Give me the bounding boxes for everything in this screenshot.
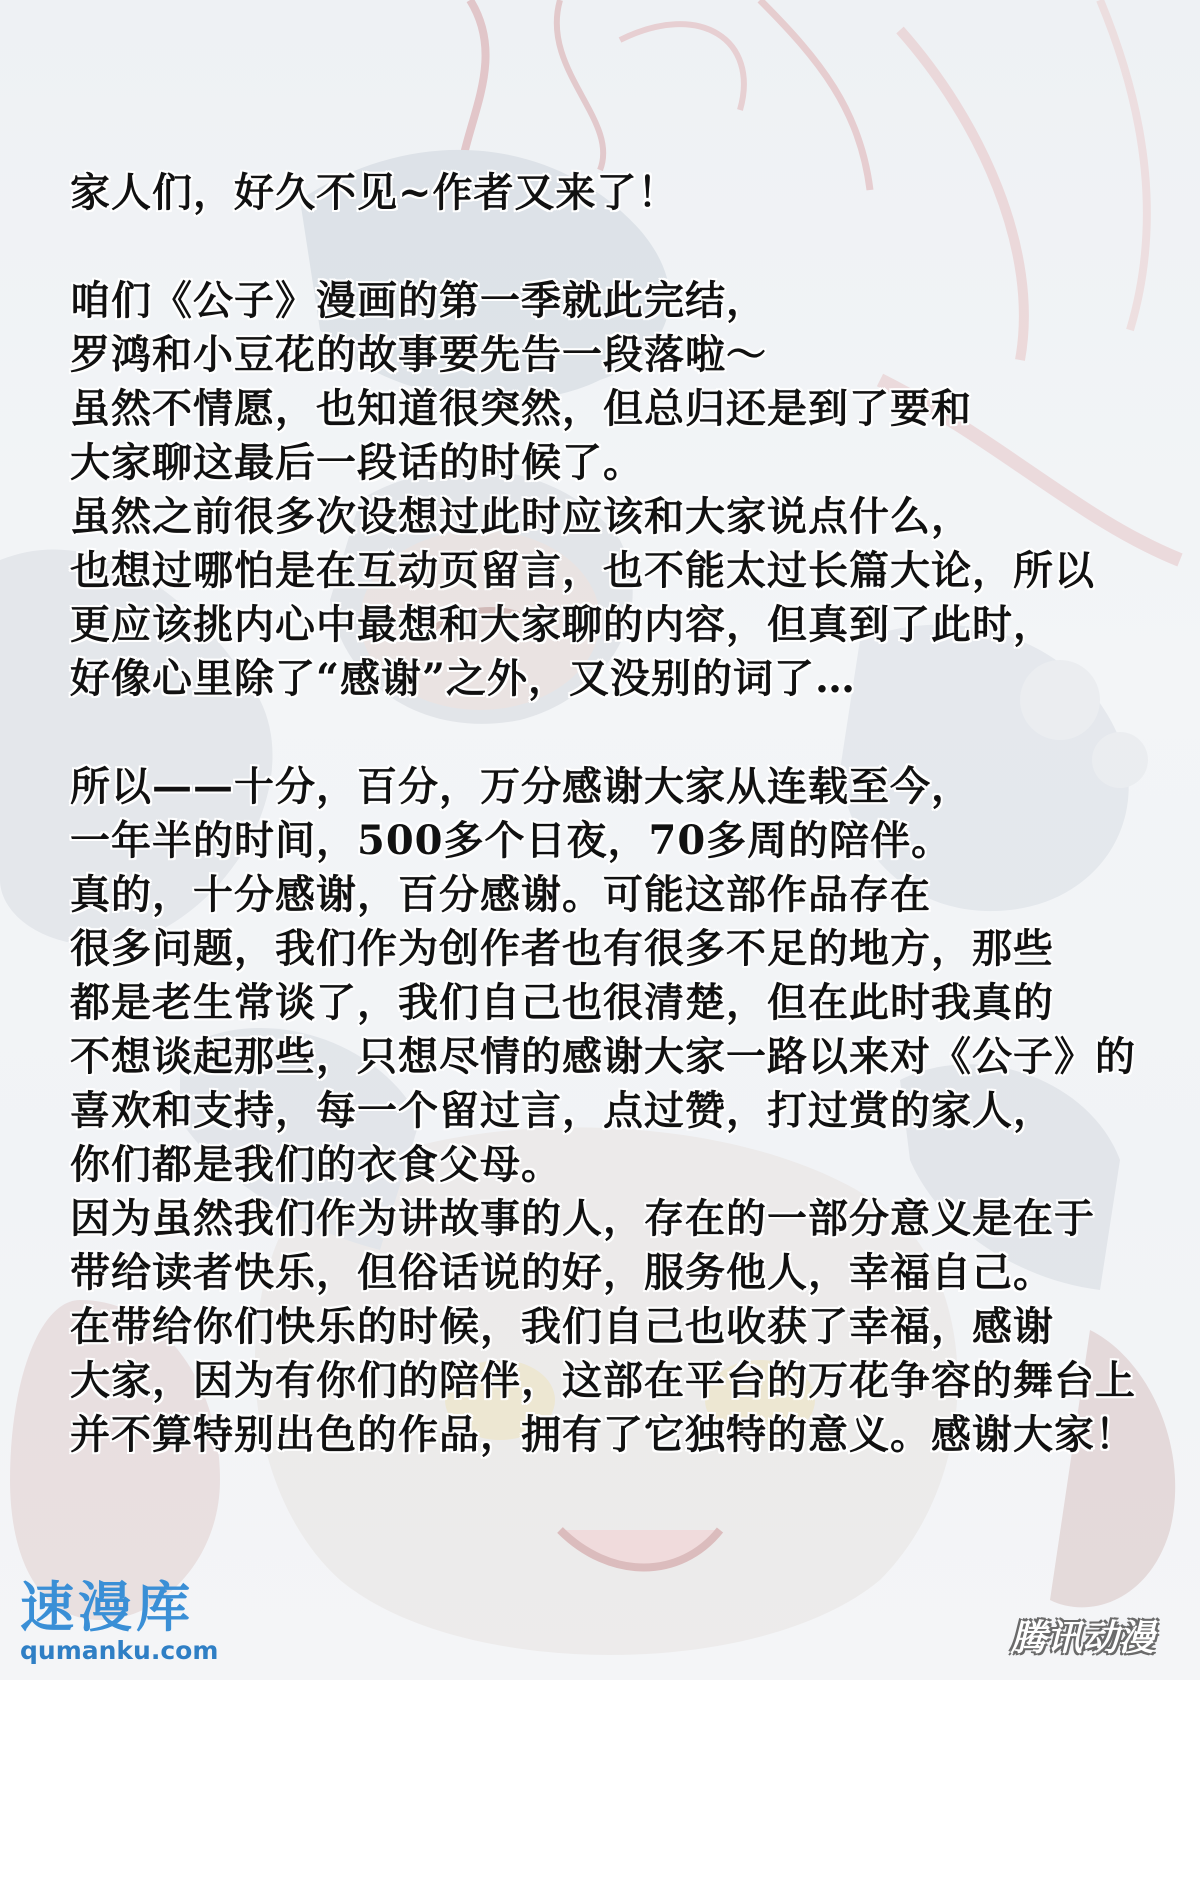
paragraph-gap (70, 706, 1160, 760)
letter-line: 因为虽然我们作为讲故事的人，存在的一部分意义是在于 (70, 1195, 1095, 1242)
letter-line: 都是老生常谈了，我们自己也很清楚，但在此时我真的 (70, 979, 1054, 1026)
letter-line: 虽然之前很多次设想过此时应该和大家说点什么， (70, 493, 972, 540)
site-watermark-title: 速漫库 (20, 1576, 194, 1639)
letter-line: 虽然不情愿，也知道很突然，但总归还是到了要和 (70, 385, 972, 432)
letter-line: 你们都是我们的衣食父母。 (70, 1141, 562, 1188)
letter-line: 所以——十分，百分，万分感谢大家从连载至今， (70, 763, 972, 810)
letter-line: 并不算特别出色的作品，拥有了它独特的意义。感谢大家！ (70, 1411, 1136, 1458)
letter-line: 一年半的时间，500多个日夜，70多周的陪伴。 (70, 817, 953, 864)
paragraph-gap (70, 220, 1160, 274)
letter-line: 不想谈起那些，只想尽情的感谢大家一路以来对《公子》的 (70, 1033, 1136, 1080)
letter-line: 咱们《公子》漫画的第一季就此完结， (70, 277, 767, 324)
letter-line: 真的，十分感谢，百分感谢。可能这部作品存在 (70, 871, 931, 918)
letter-line: 家人们，好久不见~作者又来了！ (70, 169, 679, 216)
letter-line: 在带给你们快乐的时候，我们自己也收获了幸福，感谢 (70, 1303, 1054, 1350)
letter-line: 大家，因为有你们的陪伴，这部在平台的万花争容的舞台上 (70, 1357, 1136, 1404)
letter-line: 更应该挑内心中最想和大家聊的内容，但真到了此时， (70, 601, 1054, 648)
letter-line: 好像心里除了“感谢”之外，又没别的词了… (70, 655, 857, 702)
letter-line: 带给读者快乐，但俗话说的好，服务他人，幸福自己。 (70, 1249, 1054, 1296)
letter-line: 罗鸿和小豆花的故事要先告一段落啦～ (70, 331, 767, 378)
letter-line: 很多问题，我们作为创作者也有很多不足的地方，那些 (70, 925, 1054, 972)
letter-line: 喜欢和支持，每一个留过言，点过赞，打过赏的家人， (70, 1087, 1054, 1134)
letter-line: 大家聊这最后一段话的时候了。 (70, 439, 644, 486)
publisher-logo: 腾讯动漫 (1010, 1618, 1155, 1659)
site-watermark-url: qumanku.com (20, 1636, 219, 1665)
site-watermark (20, 1578, 260, 1666)
letter-line: 也想过哪怕是在互动页留言，也不能太过长篇大论，所以 (70, 547, 1095, 594)
author-letter (70, 166, 1160, 1462)
